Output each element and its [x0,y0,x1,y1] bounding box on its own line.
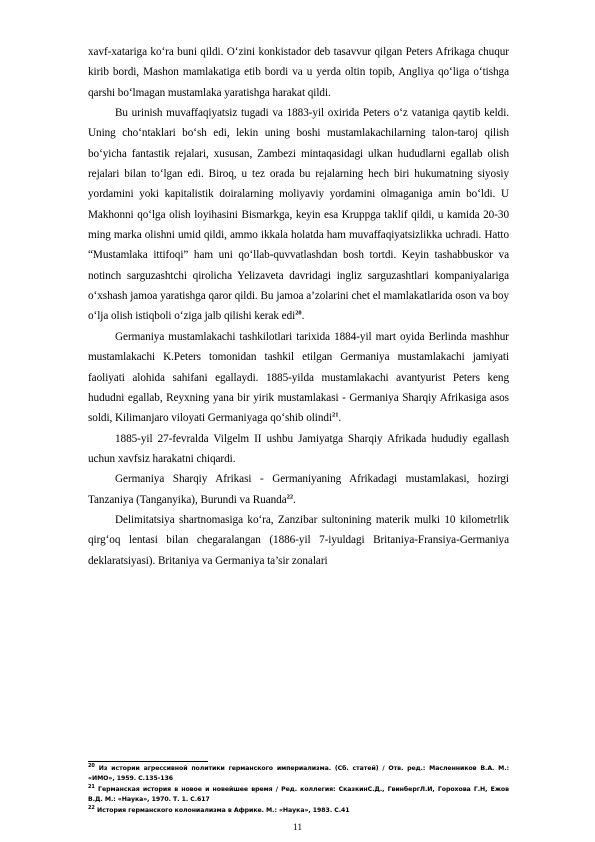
page-number: 11 [292,823,303,833]
paragraph-6-text: Delimitatsiya shartnomasiga ko‘ra, Zanzibar sultonining materik mulki 10 kilometrlik qirg‘oq lentasi bilan chegaralangan (1886-yil 7-iyuldagi Britaniya-Fransiya-Germaniya deklaratsiyasi). Britaniya va Germaniya ta’sir zonalari [88,513,509,567]
footnote-ref-22[interactable]: 22 [286,492,294,500]
paragraph-5-tail: . [293,493,296,506]
footnote-21 [88,785,509,804]
paragraph-2-text: Bu urinish muvaffaqiyatsiz tugadi va 1883-yil oxirida Peters o‘z vataniga qaytib keldi. Uning cho‘ntaklari bo‘sh edi, lekin uning boshi mustamlakachilarning talon-taroj qilish bo‘yicha fantastik rejalari, xususan, Zambezi mintaqasidagi ulkan hududlarni egallab olish rejalari bilan to‘lgan edi. Biroq, u tez orada bu rejalarning hech biri hukumatning siyosiy yordamini yoki kapitalistik doiralarning moliyaviy yordamini olmaganiga amin bo‘ldi. U Makhonni qo‘lga olish loyihasini Bismarkga, keyin esa Kruppga taklif qildi, u kamida 20-30 ming marka olishni umid qildi, ammo ikkala holatda ham muvaffaqiyatsizlikka uchradi. Hatto “Mustamlaka ittifoqi” ham uni qo‘llab-quvvatlashdan bosh tortdi. Keyin tashabbuskor va notinch sarguzashtchi qirolicha Yelizaveta davridagi ingliz sarguzashtlari kompaniyalariga o‘xshash jamoa yaratishga qaror qildi. Bu jamoa a’zolarini chet el mamlakatlarida oson va boy o‘lja olish istiqboli o‘ziga jalb qilishi kerak edi [88,107,509,323]
paragraph-3 [88,327,509,429]
footnote-20 [88,764,509,783]
paragraph-3-tail: . [338,412,342,425]
body-text [88,42,509,571]
paragraph-4-text: 1885-yil 27-fevralda Vilgelm II ushbu Jamiyatga Sharqiy Afrikada hududiy egallash uchun xavfsiz harakatni chiqardi. [88,432,509,465]
footnote-22 [88,806,509,816]
paragraph-2-tail: . [301,310,305,323]
paragraph-2 [88,103,509,327]
footnote-text: Из истории агрессивной политики германского империализма. (Сб. статей) / Отв. ред.: Масленников В.А. М.: «ИМО», 1959. С.135-136 [88,765,510,782]
paragraph-1-text: xavf-xatariga ko‘ra buni qildi. O‘zini konkistador deb tasavvur qilgan Peters Afrikaga chuqur kirib bordi, Mashon mamlakatiga etib bordi va u yerda oltin topib, Angliya qo‘liga o‘tishga qarshi bo‘lmagan mustamlaka yaratishga harakat qildi. [88,46,509,99]
footnote-number: 22 [88,805,95,812]
footnote-number: 21 [88,784,95,791]
footnote-text: История германского колониализма в Африке. М.: «Наука», 1983. С.41 [96,807,350,815]
footnotes [88,764,509,818]
footnote-number: 20 [88,762,95,769]
footnote-text: Германская история в новое и новейшее время / Ред. коллегия: СказкинС.Д., ГвинбергЛ.И, Горохова Г.Н, Ежов В.Д. М.: «Наука», 1970. Т. 1. С.617 [88,786,510,803]
paragraph-5-text: Germaniya Sharqiy Afrikasi - Germaniyaning Afrikadagi mustamlakasi, hozirgi Tanzaniya (Tanganyika), Burundi va Ruanda [88,473,509,506]
paragraph-3-text: Germaniya mustamlakachi tashkilotlari tarixida 1884-yil mart oyida Berlinda mashhur mustamlakachi K.Peters tomonidan tashkil etilgan Germaniya mustamlakachi jamiyati faoliyati alohida sahifani egallaydi. 1885-yilda mustamlakachi avantyurist Peters keng hududni egallab, Reyxning yana bir yirik mustamlakasi - Germaniya Sharqiy Afrikasiga asos soldi, Kilimanjaro viloyati Germaniyaga qo‘shib olindi [88,330,509,425]
footnote-ref-21[interactable]: 21 [332,411,339,419]
paragraph-6 [88,510,509,571]
paragraph-4 [88,429,509,470]
paragraph-5 [88,469,509,510]
footnote-ref-20[interactable]: 20 [295,309,302,317]
paragraph-1 [88,42,509,103]
footnote-separator [88,761,208,762]
